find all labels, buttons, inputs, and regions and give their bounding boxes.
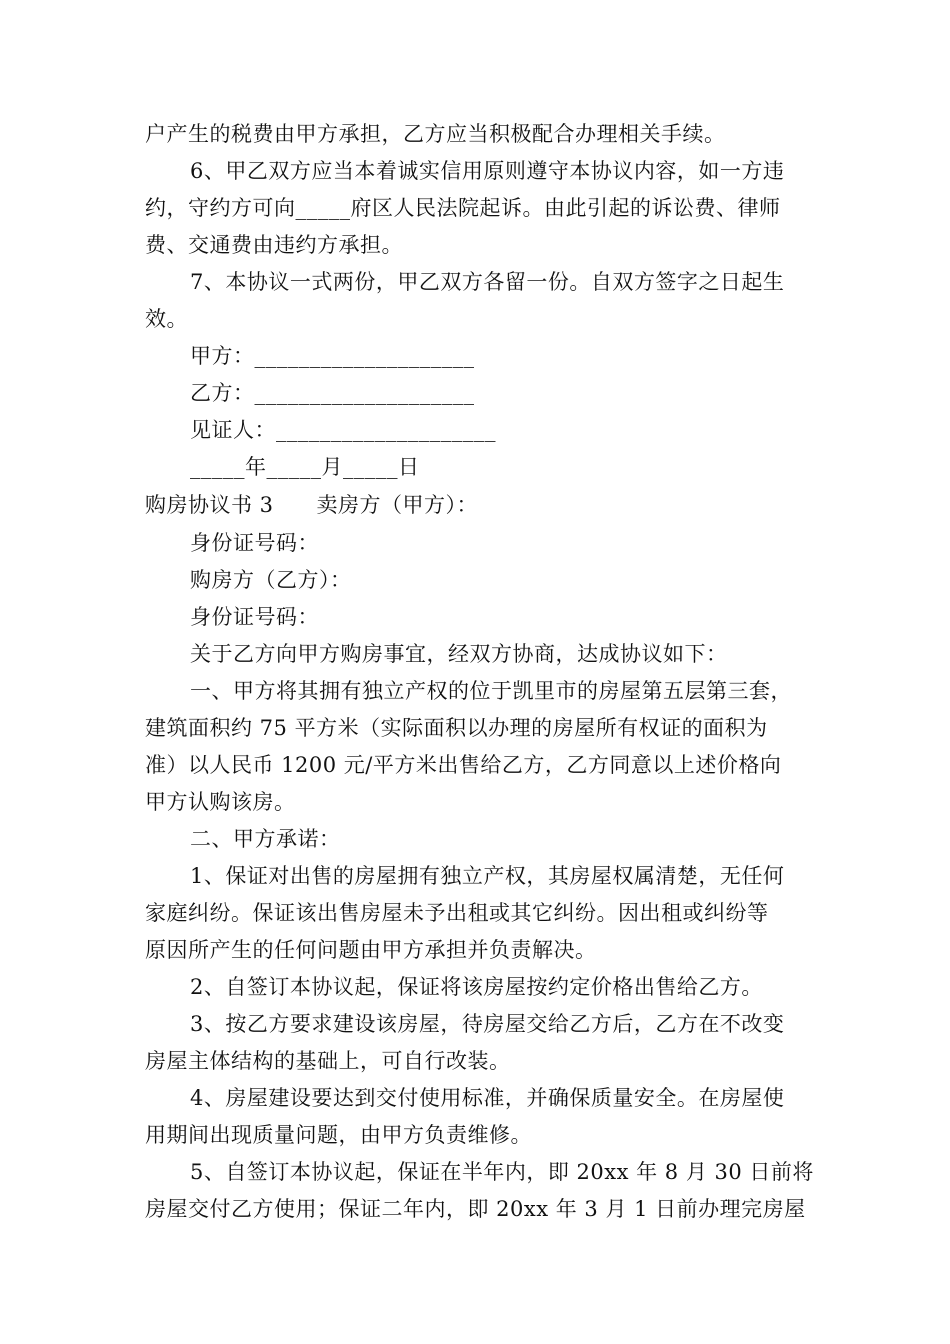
date-line: _____年_____月_____日 xyxy=(190,455,420,479)
clause-7: 7、本协议一式两份，甲乙双方各留一份。自双方签字之日起生 xyxy=(190,270,785,294)
seller-id-number: 身份证号码： xyxy=(190,531,319,555)
text-line: 房屋交付乙方使用；保证二年内，即 20xx 年 3 月 1 日前办理完房屋 xyxy=(145,1197,806,1221)
text-line: 家庭纠纷。保证该出售房屋未予出租或其它纠纷。因出租或纠纷等 xyxy=(145,901,769,925)
text-line: 房屋主体结构的基础上，可自行改装。 xyxy=(145,1049,511,1073)
buyer-line: 购房方（乙方）： xyxy=(190,568,352,592)
text-line: 准）以人民币 1200 元/平方米出售给乙方，乙方同意以上述价格向 xyxy=(145,753,782,777)
party-b-signature: 乙方：____________________ xyxy=(190,381,475,405)
promise-2: 2、自签订本协议起，保证将该房屋按约定价格出售给乙方。 xyxy=(190,975,763,999)
article-2-heading: 二、甲方承诺： xyxy=(190,827,341,851)
text-line: 原因所产生的任何问题由甲方承担并负责解决。 xyxy=(145,938,597,962)
article-1: 一、甲方将其拥有独立产权的位于凯里市的房屋第五层第三套， xyxy=(190,679,792,703)
text-line: 费、交通费由违约方承担。 xyxy=(145,233,403,257)
intro-paragraph: 关于乙方向甲方购房事宜，经双方协商，达成协议如下： xyxy=(190,642,728,666)
text-line: 甲方认购该房。 xyxy=(145,790,296,814)
text-line: 效。 xyxy=(145,307,188,331)
party-a-signature: 甲方：____________________ xyxy=(190,344,475,368)
section-heading: 购房协议书 3 卖房方（甲方）： xyxy=(145,493,479,517)
promise-4: 4、房屋建设要达到交付使用标准，并确保质量安全。在房屋使 xyxy=(190,1086,785,1110)
promise-5: 5、自签订本协议起，保证在半年内，即 20xx 年 8 月 30 日前将 xyxy=(190,1160,814,1184)
text-line: 建筑面积约 75 平方米（实际面积以办理的房屋所有权证的面积为 xyxy=(145,716,768,740)
buyer-id-number: 身份证号码： xyxy=(190,605,319,629)
promise-3: 3、按乙方要求建设该房屋，待房屋交给乙方后，乙方在不改变 xyxy=(190,1012,785,1036)
text-line: 用期间出现质量问题，由甲方负责维修。 xyxy=(145,1123,532,1147)
text-line: 约，守约方可向_____府区人民法院起诉。由此引起的诉讼费、律师 xyxy=(145,196,781,220)
text-line: 户产生的税费由甲方承担，乙方应当积极配合办理相关手续。 xyxy=(145,122,726,146)
witness-signature: 见证人：____________________ xyxy=(190,418,496,442)
clause-6: 6、甲乙双方应当本着诚实信用原则遵守本协议内容，如一方违 xyxy=(190,159,785,183)
promise-1: 1、保证对出售的房屋拥有独立产权，其房屋权属清楚，无任何 xyxy=(190,864,785,888)
